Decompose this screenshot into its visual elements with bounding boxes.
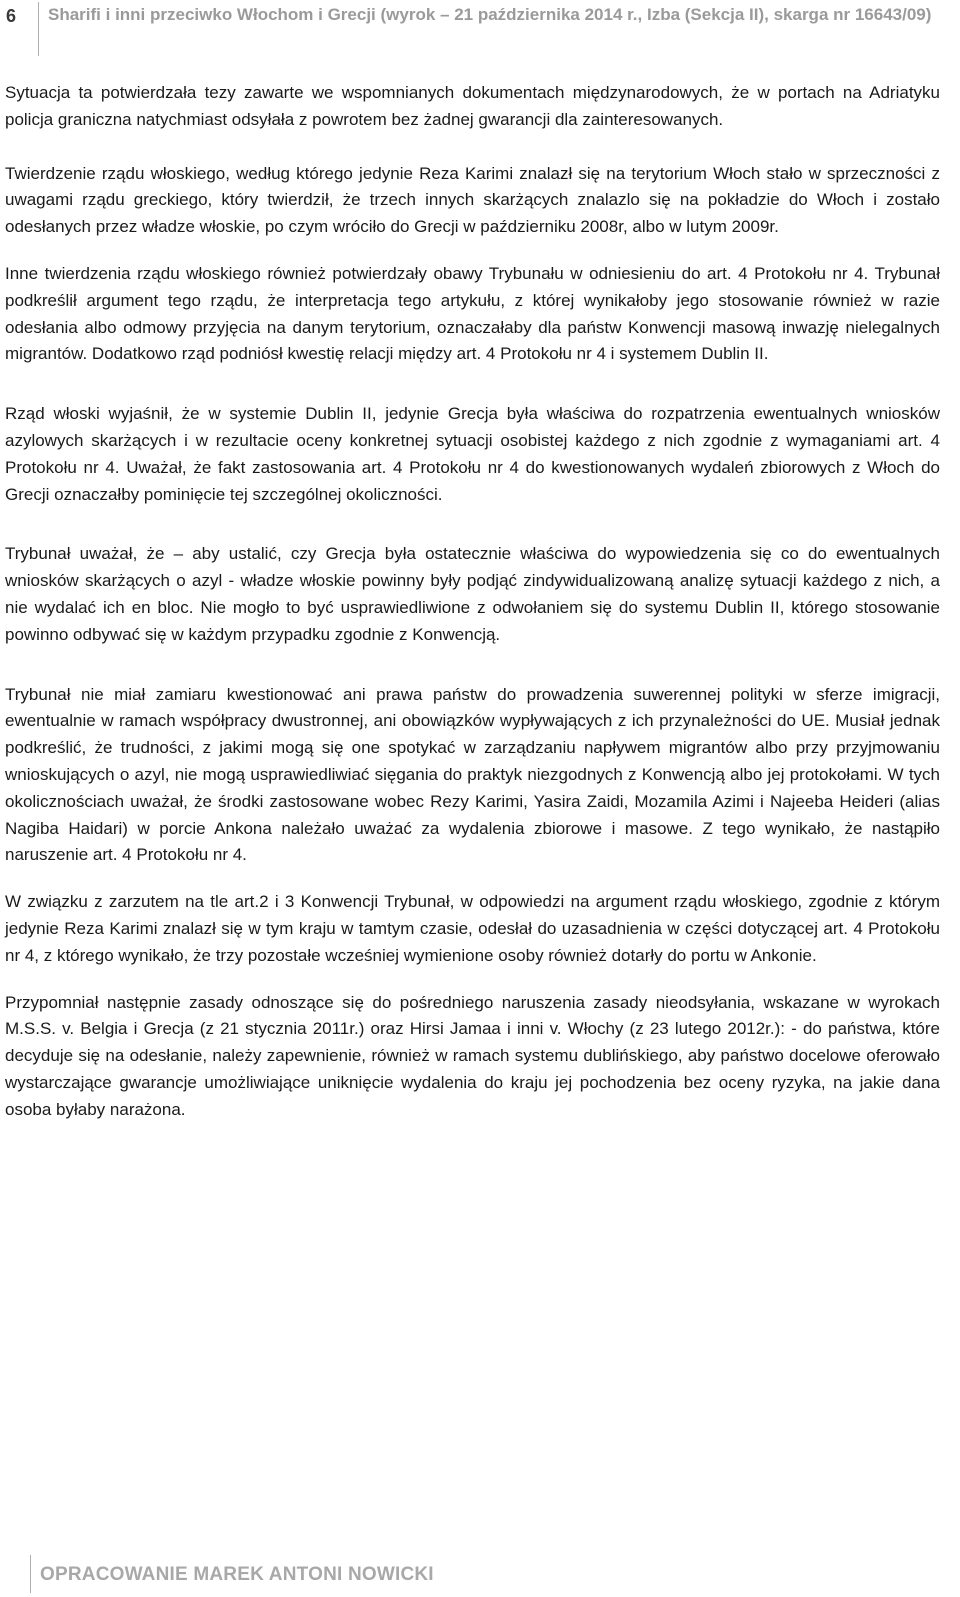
paragraph-8: Przypomniał następnie zasady odnoszące się do pośredniego naruszenia zasady nieodsyłania, wskazane w wyrokach M.S.S. v. Belgia i Grecja (z 21 stycznia 2011r.) oraz Hirsi Jamaa i inni v. Włochy (z 23 lutego 2012r.): - do państwa, które decyduje się na odesłanie, należy zapewnienie, również w ramach systemu dublińskiego, aby państwo docelowe oferowało wystarczające gwarancje umożliwiające uniknięcie wydalenia do kraju jej pochodzenia bez oceny ryzyka, na jakie dana osoba byłaby narażona. <box>5 992 940 1119</box>
paragraph-5: Trybunał uważał, że – aby ustalić, czy Grecja była ostatecznie właściwa do wypowiedzenia się co do ewentualnych wniosków skarżących o azyl - władze włoskie powinny były podjąć zindywidualizowaną analizę sytuacji każdego z nich, a nie wydalać ich en bloc. Nie mogło to być usprawiedliwione z odwołaniem się do systemu Dublin II, którego stosowanie powinno odbywać się w każdym przypadku zgodnie z Konwencją. <box>5 544 940 644</box>
paragraph-6: Trybunał nie miał zamiaru kwestionować ani prawa państw do prowadzenia suwerennej polityki w sferze imigracji, ewentualnie w ramach współpracy dwustronnej, ani obowiązków wypływających z ich przynależności do UE. Musiał jednak podkreślić, że trudności, z jakimi mogą się one spotykać w zarządzaniu napływem migrantów albo przy przyjmowaniu wnioskujących o azyl, nie mogą usprawiedliwiać sięgania do praktyk niezgodnych z Konwencją albo jej protokołami. W tych okolicznościach uważał, że środki zastosowane wobec Rezy Karimi, Yasira Zaidi, Mozamila Azimi i Najeeba Heideri (alias Nagiba Haidari) w porcie Ankona należało uważać za wydalenia zbiorowe i masowe. Z tego wynikało, że nastąpiło naruszenie art. 4 Protokołu nr 4. <box>5 684 940 865</box>
paragraph-2: Twierdzenie rządu włoskiego, według którego jedynie Reza Karimi znalazł się na terytorium Włoch stało w sprzeczności z uwagami rządu greckiego, który twierdził, że trzech innych skarżących znalazlo się na pokładzie do Włoch i zostało odesłanych przez władze włoskie, po czym wróciło do Grecji w październiku 2008r, albo w lutym 2009r. <box>5 163 940 237</box>
header-divider <box>38 2 39 56</box>
page-header <box>0 0 960 56</box>
running-title: Sharifi i inni przeciwko Włochom i Grecji (wyrok – 21 października 2014 r., Izba (Sekcja II), skarga nr 16643/09) <box>48 5 932 24</box>
footer-divider <box>30 1555 31 1593</box>
footer-credit: OPRACOWANIE MAREK ANTONI NOWICKI <box>40 1564 434 1585</box>
page-footer <box>0 1555 960 1595</box>
document-body <box>5 80 940 1124</box>
paragraph-1: Sytuacja ta potwierdzała tezy zawarte we wspomnianych dokumentach międzynarodowych, że w portach na Adriatyku policja graniczna natychmiast odsyłała z powrotem bez żadnej gwarancji dla zainteresowanych. <box>5 83 940 129</box>
paragraph-4: Rząd włoski wyjaśnił, że w systemie Dublin II, jedynie Grecja była właściwa do rozpatrzenia ewentualnych wniosków azylowych skarżących i w rezultacie oceny konkretnej sytuacji osobistej każdego z nich zgodnie z wymaganiami art. 4 Protokołu nr 4. Uważał, że fakt zastosowania art. 4 Protokołu nr 4 do kwestionowanych wydaleń zbiorowych z Włoch do Grecji oznaczałby pominięcie tej szczególnej okoliczności. <box>5 404 940 504</box>
paragraph-3: Inne twierdzenia rządu włoskiego również potwierdzały obawy Trybunału w odniesieniu do art. 4 Protokołu nr 4. Trybunał podkreślił argument tego rządu, że interpretacja tego artykułu, z której wynikałoby jego stosowanie również w razie odesłania albo odmowy przyjęcia na danym terytorium, oznaczałaby dla państw Konwencji masową inwazję nielegalnych migrantów. Dodatkowo rząd podniósł kwestię relacji między art. 4 Protokołu nr 4 i systemem Dublin II. <box>5 263 940 364</box>
paragraph-7: W związku z zarzutem na tle art.2 i 3 Konwencji Trybunał, w odpowiedzi na argument rządu włoskiego, zgodnie z którym jedynie Reza Karimi znalazł się w tym kraju w tamtym czasie, odesłał do uzasadnienia w części dotyczącej art. 4 Protokołu nr 4, z którego wynikało, że trzy pozostałe wcześniej wymienione osoby również dotarły do portu w Ankonie. <box>5 892 940 965</box>
page-number: 6 <box>6 6 17 26</box>
